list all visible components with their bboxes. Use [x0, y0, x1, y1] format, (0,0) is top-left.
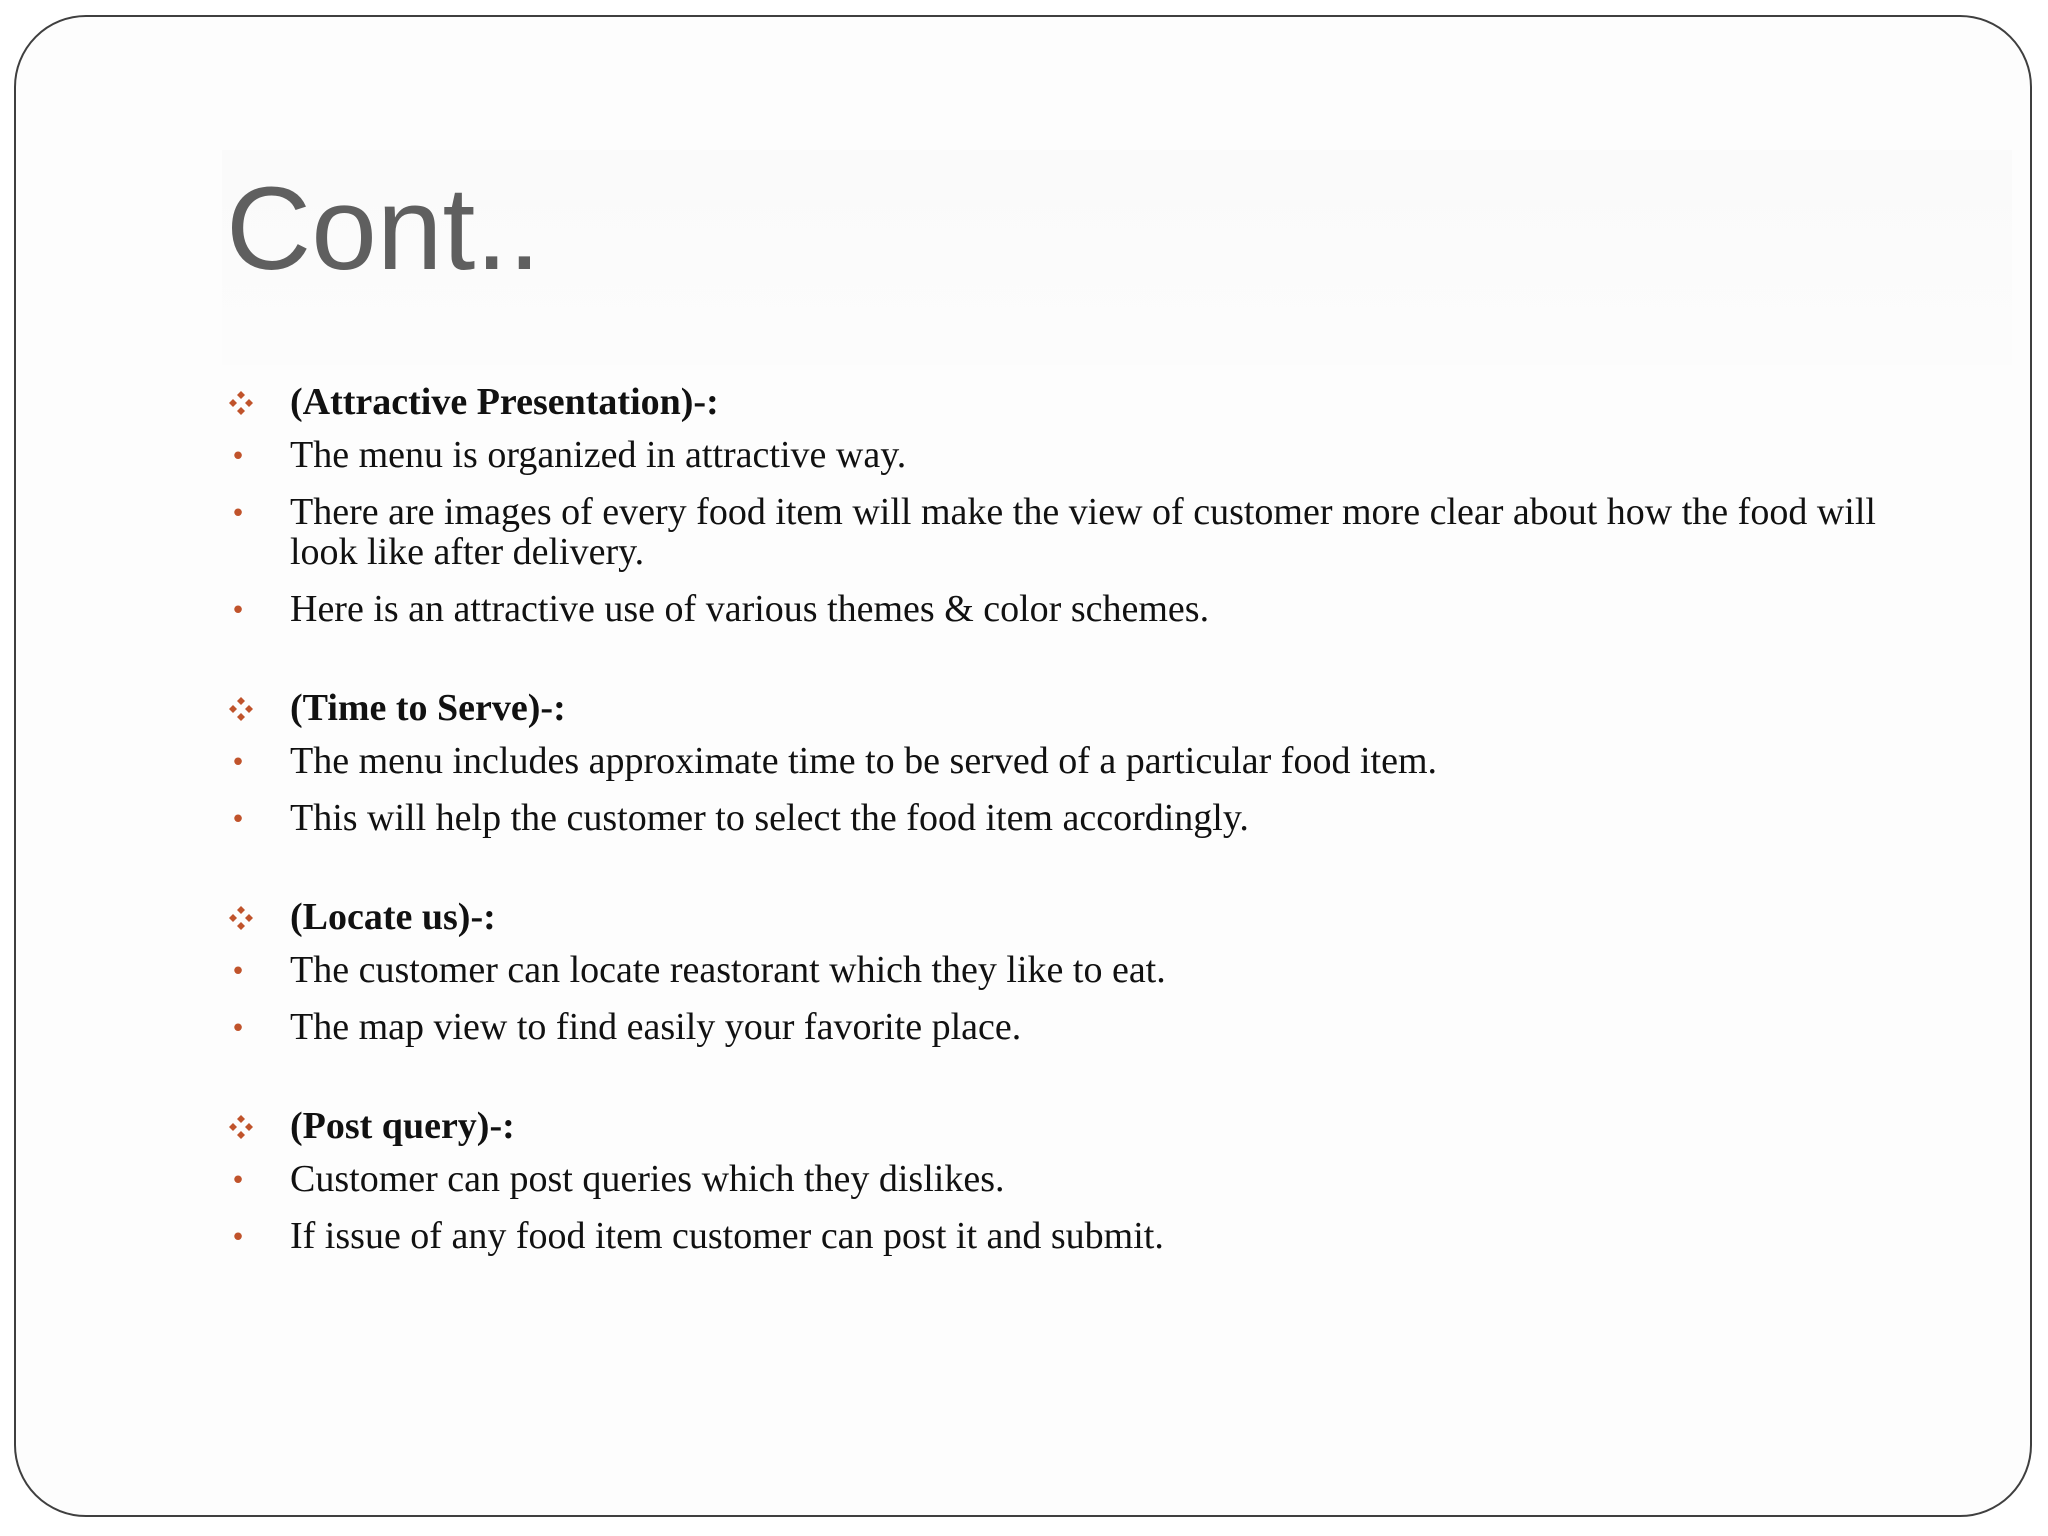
- list-item: [222, 492, 1922, 572]
- dot-bullet-icon: •: [230, 748, 246, 778]
- dot-bullet-icon: •: [230, 1223, 246, 1253]
- section-post-query: [222, 1106, 1922, 1256]
- section-time-to-serve: [222, 688, 1922, 838]
- dot-bullet-icon: •: [230, 499, 246, 529]
- dot-bullet-icon: •: [230, 805, 246, 835]
- section-heading-text: (Locate us)-:: [290, 896, 496, 938]
- list-item-text: The map view to find easily your favorite place.: [290, 1006, 1022, 1048]
- bullet-content: [222, 382, 1922, 1256]
- section-heading-text: (Attractive Presentation)-:: [290, 381, 719, 423]
- section-heading: [222, 382, 1922, 422]
- list-item-text: The customer can locate reastorant which they like to eat.: [290, 949, 1166, 991]
- list-item: [222, 798, 1922, 838]
- list-item-text: If issue of any food item customer can post it and submit.: [290, 1215, 1164, 1257]
- dot-bullet-icon: •: [230, 1166, 246, 1196]
- list-item: [222, 589, 1922, 629]
- list-item-text: Here is an attractive use of various themes & color schemes.: [290, 588, 1210, 630]
- section-heading-text: (Post query)-:: [290, 1105, 515, 1147]
- list-item: [222, 435, 1922, 475]
- section-heading: [222, 897, 1922, 937]
- list-item-text: Customer can post queries which they dislikes.: [290, 1158, 1005, 1200]
- section-heading: [222, 688, 1922, 728]
- list-item: [222, 1007, 1922, 1047]
- four-diamond-icon: [228, 905, 254, 931]
- four-diamond-icon: [228, 1114, 254, 1140]
- list-item-text: The menu includes approximate time to be served of a particular food item.: [290, 740, 1437, 782]
- list-item-text: The menu is organized in attractive way.: [290, 434, 907, 476]
- list-item: [222, 741, 1922, 781]
- dot-bullet-icon: •: [230, 442, 246, 472]
- section-heading: [222, 1106, 1922, 1146]
- slide-title: Cont..: [226, 163, 541, 295]
- list-item: [222, 1216, 1922, 1256]
- dot-bullet-icon: •: [230, 957, 246, 987]
- list-item: [222, 950, 1922, 990]
- dot-bullet-icon: •: [230, 596, 246, 626]
- list-item: [222, 1159, 1922, 1199]
- list-item-text: There are images of every food item will make the view of customer more clear about how the food will look like after delivery.: [290, 491, 1876, 573]
- section-heading-text: (Time to Serve)-:: [290, 687, 566, 729]
- section-attractive-presentation: [222, 382, 1922, 629]
- four-diamond-icon: [228, 696, 254, 722]
- section-locate-us: [222, 897, 1922, 1047]
- list-item-text: This will help the customer to select the food item accordingly.: [290, 797, 1249, 839]
- four-diamond-icon: [228, 390, 254, 416]
- dot-bullet-icon: •: [230, 1014, 246, 1044]
